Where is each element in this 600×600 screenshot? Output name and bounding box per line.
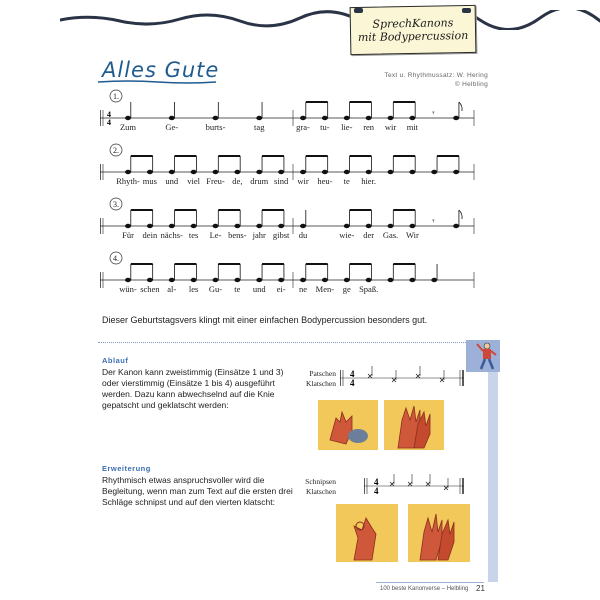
lyric-syllable: nächs- — [160, 230, 183, 240]
time-signature: 4 — [107, 110, 111, 119]
note-head — [278, 224, 284, 228]
stroke-marks — [390, 474, 448, 490]
erweiterung-heading: Erweiterung — [102, 464, 151, 473]
ablauf-text: Der Kanon kann zweistimmig (Einsätze 1 und 3) oder vierstimmig (Einsätze 1 bis 4) ausgeführt werden. Dazu kann abwechselnd auf die Knie gepatscht und geklatscht werden: — [102, 367, 284, 410]
lyric-syllable: viel — [187, 176, 200, 186]
note-head — [234, 278, 240, 282]
lyrics-line — [100, 230, 480, 242]
credit-line: © Helbling — [454, 81, 488, 88]
staff-row — [100, 250, 480, 294]
lyric-syllable: ge — [342, 284, 351, 294]
lyrics-line — [100, 122, 480, 134]
note-head — [191, 278, 197, 282]
lyric-syllable: bens- — [228, 230, 247, 240]
lyric-syllable: Wir — [405, 230, 419, 240]
perc-label-line: Patschen — [309, 369, 336, 378]
svg-text:4: 4 — [374, 477, 379, 487]
lyric-syllable: gra- — [296, 122, 310, 132]
lyrics-line — [100, 284, 480, 296]
note-head — [409, 170, 415, 174]
staff-row — [100, 196, 480, 240]
note-head — [388, 116, 394, 120]
note-head — [125, 224, 131, 228]
note-head — [388, 278, 394, 282]
photo-patschen — [318, 400, 378, 450]
lyric-syllable: du — [298, 230, 308, 240]
lyric-syllable: ei- — [276, 284, 286, 294]
lyric-syllable: al- — [167, 284, 177, 294]
lyric-syllable: und — [165, 176, 179, 186]
note-head — [366, 116, 372, 120]
lyric-syllable: Gu- — [208, 284, 223, 294]
lyric-syllable: burts- — [205, 122, 226, 132]
lyric-syllable: mit — [406, 122, 419, 132]
chapter-tag-line2: mit Bodypercussion — [357, 29, 469, 44]
lyric-syllable: der — [363, 230, 375, 240]
lyrics-line — [100, 176, 480, 188]
song-title: Alles Gute — [102, 58, 220, 82]
svg-text:4: 4 — [374, 486, 379, 496]
svg-text:4: 4 — [350, 369, 355, 379]
lyric-syllable: schen — [140, 284, 160, 294]
lyric-syllable: Rhyth- — [116, 176, 140, 186]
note-head — [431, 278, 437, 282]
lyric-syllable: hier. — [361, 176, 377, 186]
lyric-syllable: lie- — [341, 122, 353, 132]
note-head — [344, 224, 350, 228]
chapter-tag — [350, 5, 477, 55]
note-head — [213, 170, 219, 174]
note-head — [344, 116, 350, 120]
note-head — [147, 224, 153, 228]
lyric-syllable: te — [343, 176, 350, 186]
note-head — [388, 224, 394, 228]
lyric-syllable: Zum — [119, 122, 137, 132]
stroke-marks — [368, 366, 444, 382]
ablauf-heading: Ablauf — [102, 356, 129, 365]
note-head — [344, 278, 350, 282]
note-head — [322, 278, 328, 282]
lyric-syllable: jahr — [252, 230, 266, 240]
note-head — [256, 278, 262, 282]
lyric-syllable: Spaß. — [359, 284, 379, 294]
lyric-syllable: Gas. — [382, 230, 399, 240]
entry-number: 2. — [113, 146, 119, 155]
note-head — [169, 116, 175, 120]
credit-line: Text u. Rhythmussatz: W. Hering — [384, 72, 488, 79]
staff-row — [100, 142, 480, 186]
title-underline — [98, 80, 216, 84]
percussion-staff-erweiterung — [364, 474, 468, 498]
lyric-syllable: wün- — [119, 284, 137, 294]
entry-number: 3. — [113, 200, 119, 209]
note-head — [366, 278, 372, 282]
note-head — [388, 170, 394, 174]
lyric-syllable: wir — [384, 122, 397, 132]
note-head — [300, 170, 306, 174]
side-bar — [488, 342, 498, 582]
note-head — [191, 224, 197, 228]
lyric-syllable: tes — [188, 230, 199, 240]
lyric-syllable: les — [188, 284, 199, 294]
percussion-staff-ablauf — [340, 366, 468, 390]
lyric-syllable: gibst — [272, 230, 290, 240]
note-head — [300, 278, 306, 282]
note-head — [344, 170, 350, 174]
note-head — [366, 170, 372, 174]
photo-klatschen — [384, 400, 444, 450]
note-head — [147, 278, 153, 282]
lyric-syllable: dein — [142, 230, 158, 240]
lyric-syllable: de, — [232, 176, 243, 186]
note-flag — [459, 210, 462, 219]
lyric-syllable: Ge- — [165, 122, 179, 132]
footer-text: 100 beste Kanonverse – Helbling — [380, 586, 469, 592]
footer-rule — [376, 582, 484, 583]
chapter-tag-line1: SprechKanons — [372, 16, 454, 31]
lyric-syllable: wir — [297, 176, 309, 186]
lyric-syllable: tag — [254, 122, 265, 132]
note-head — [256, 224, 262, 228]
entry-number: 4. — [113, 254, 119, 263]
entry-number: 1. — [113, 92, 119, 101]
note-flag — [459, 102, 462, 111]
photo-klatschen-2 — [408, 504, 470, 562]
erweiterung-text: Rhythmisch etwas anspruchsvoller wird die Begleitung, wenn man zum Text auf die ersten drei Schläge schnipst und auf den vierten klatscht: — [102, 475, 293, 507]
note-head — [169, 170, 175, 174]
note-head — [453, 116, 459, 120]
note-head — [234, 170, 240, 174]
note-head — [213, 224, 219, 228]
note-head — [234, 224, 240, 228]
note-head — [409, 224, 415, 228]
note-head — [125, 278, 131, 282]
lyric-syllable: ren — [363, 122, 375, 132]
note-head — [300, 116, 306, 120]
lyric-syllable: Freu- — [206, 176, 225, 186]
nail-icon — [462, 8, 471, 13]
photo-schnipsen — [336, 504, 398, 562]
note-head — [366, 224, 372, 228]
lyric-syllable: sind — [274, 176, 289, 186]
rest: 𝄾 — [432, 109, 435, 119]
note-head — [409, 116, 415, 120]
note-head — [431, 170, 437, 174]
staff-row — [100, 88, 480, 132]
note-head — [169, 278, 175, 282]
page-number: 21 — [476, 584, 485, 593]
rope-decoration — [60, 10, 600, 30]
lyric-syllable: und — [252, 284, 266, 294]
lyric-syllable: Men- — [315, 284, 335, 294]
perc-label-patschen — [296, 369, 336, 389]
figure-tab — [466, 340, 500, 372]
lyric-syllable: mus — [142, 176, 157, 186]
perc-label-line: Klatschen — [306, 487, 336, 496]
lyric-syllable: tu- — [320, 122, 330, 132]
perc-label-line: Klatschen — [306, 379, 336, 388]
note-head — [125, 170, 131, 174]
note-head — [322, 116, 328, 120]
lyric-syllable: te — [234, 284, 241, 294]
lyric-syllable: wie- — [339, 230, 355, 240]
note-head — [256, 170, 262, 174]
lyric-syllable: Le- — [209, 230, 222, 240]
note-head — [169, 224, 175, 228]
note-head — [256, 116, 262, 120]
note-head — [453, 224, 459, 228]
perc-label-schnipsen — [290, 477, 336, 497]
lyric-syllable: drum — [250, 176, 269, 186]
note-head — [322, 170, 328, 174]
note-head — [300, 224, 306, 228]
note-head — [125, 116, 131, 120]
note-head — [191, 170, 197, 174]
rest: 𝄾 — [432, 217, 435, 227]
time-signature: 4 — [107, 118, 111, 127]
section-divider — [98, 342, 466, 343]
lyric-syllable: heu- — [317, 176, 333, 186]
note-head — [213, 116, 219, 120]
note-head — [453, 170, 459, 174]
note-head — [213, 278, 219, 282]
intro-text: Dieser Geburtstagsvers klingt mit einer einfachen Bodypercussion besonders gut. — [102, 315, 428, 325]
nail-icon — [354, 8, 363, 13]
lyric-syllable: ne — [298, 284, 308, 294]
note-head — [147, 170, 153, 174]
dancing-figure-icon — [466, 340, 500, 372]
svg-text:4: 4 — [350, 378, 355, 388]
lyric-syllable: Für — [122, 230, 134, 240]
note-head — [409, 278, 415, 282]
perc-label-line: Schnipsen — [305, 477, 336, 486]
note-head — [278, 170, 284, 174]
note-head — [278, 278, 284, 282]
